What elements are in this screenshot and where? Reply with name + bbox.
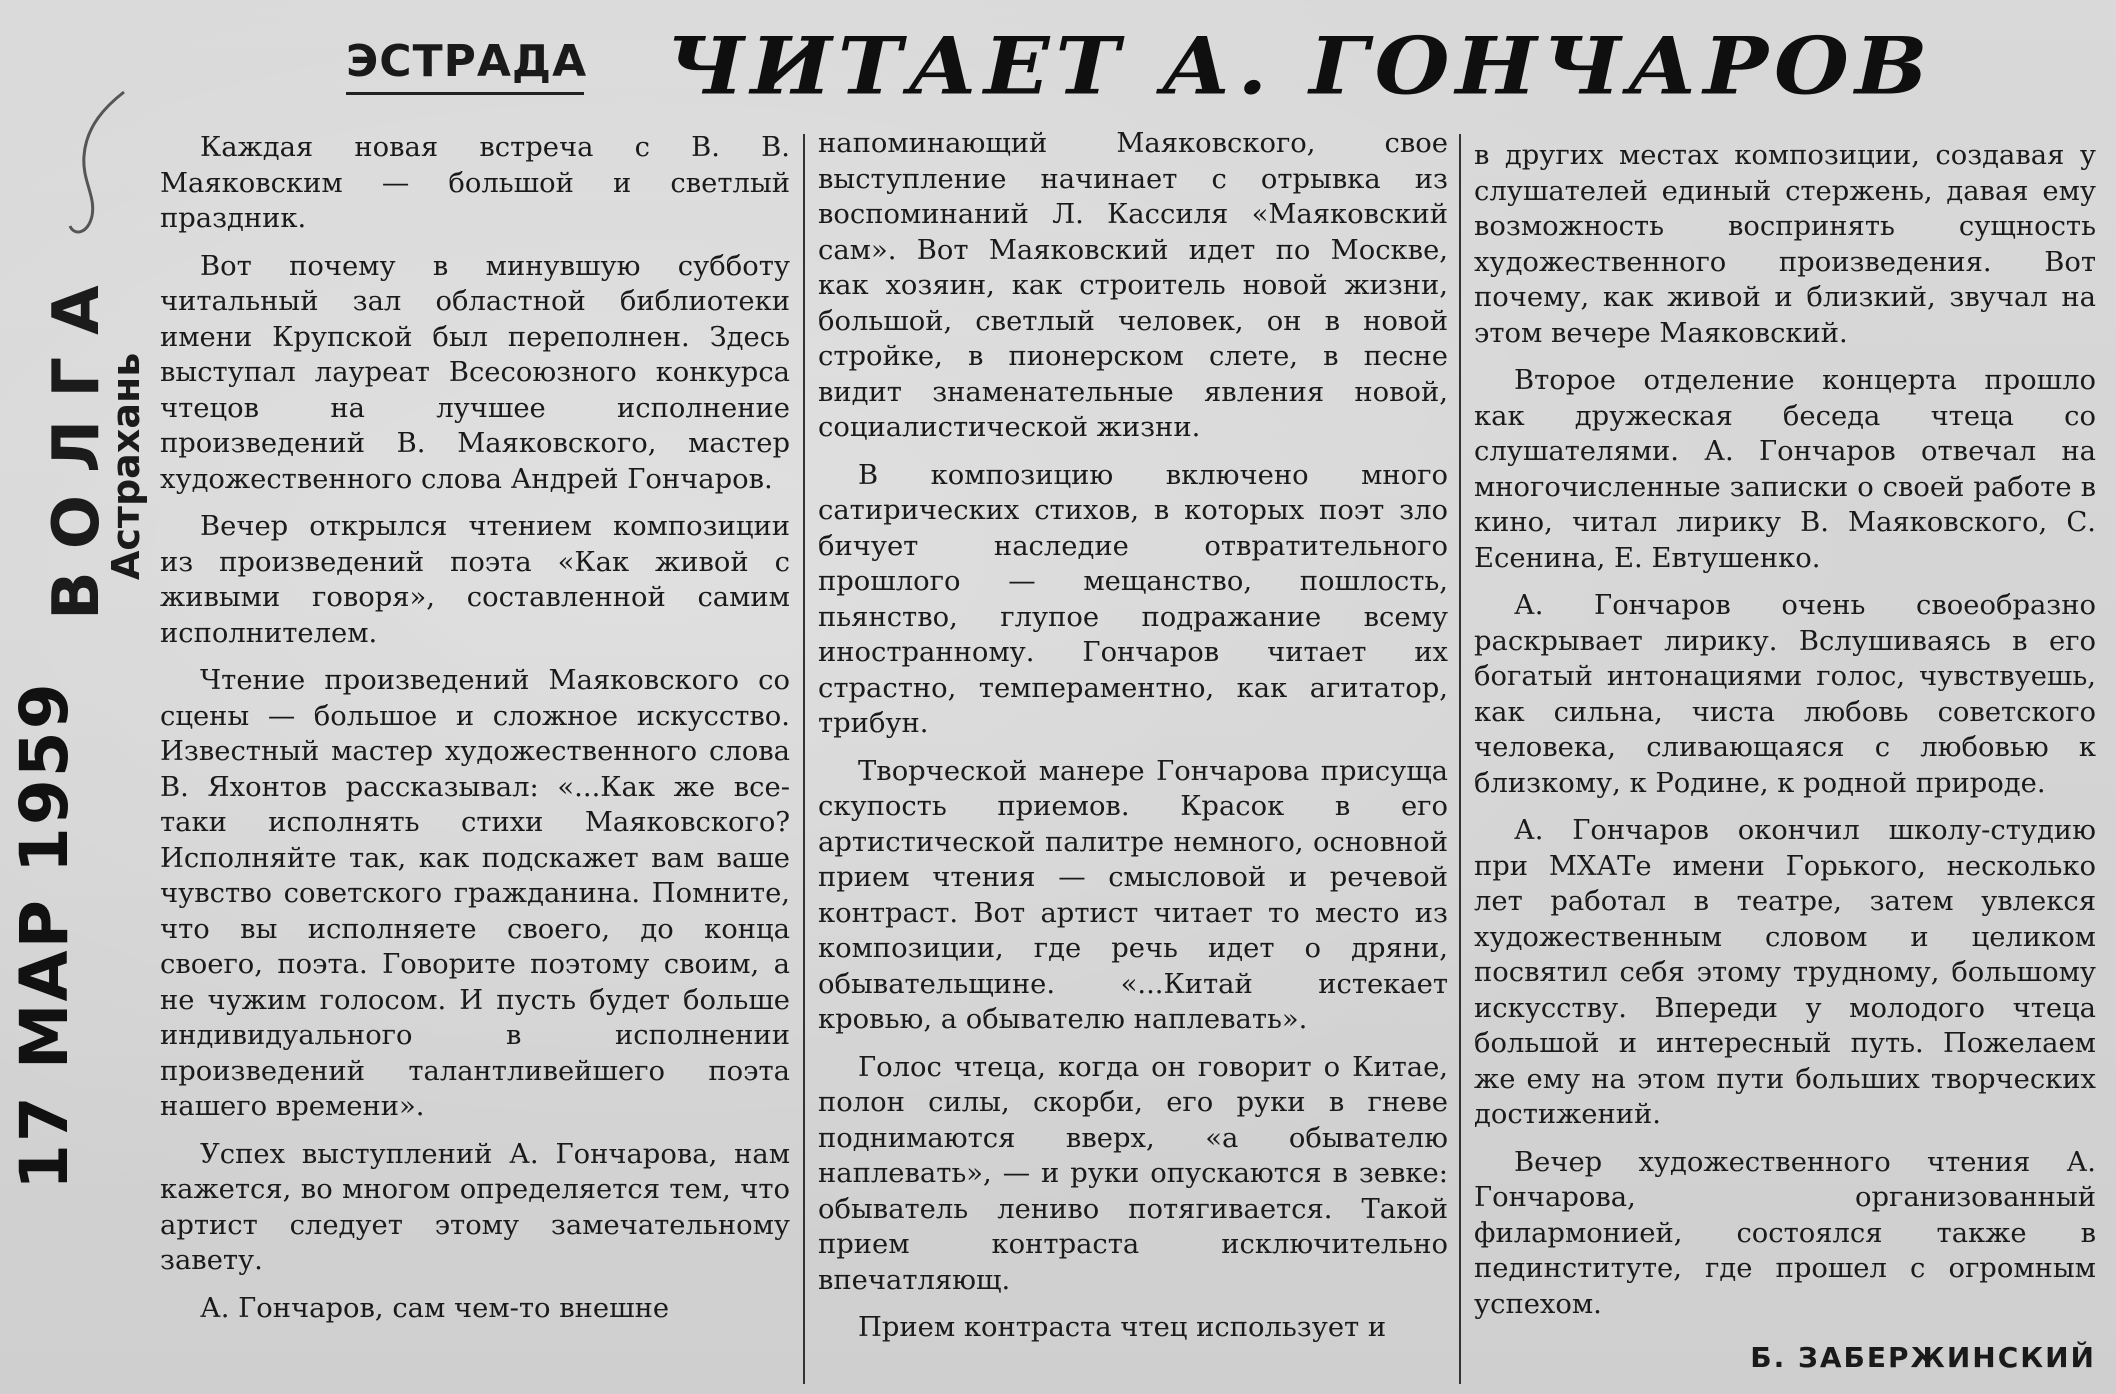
paragraph: Вечер художественного чтения А. Гончарова, организованный филармонией, состоялся также в пединституте, где прошел с огромным успехом.	[1474, 1146, 2096, 1320]
paragraph: А. Гончаров, сам чем-то внешне	[200, 1292, 670, 1324]
author-signature: Б. ЗАБЕРЖИНСКИЙ	[1750, 1341, 2096, 1374]
paragraph: А. Гончаров очень своеобразно раскрывает лирику. Вслушиваясь в его богатый интонациями голос, чувствуешь, как сильна, чиста любовь советского человека, сливающаяся с любовью к близкому, к Родине, к родной природе.	[1474, 590, 2096, 799]
paragraph: в других местах композиции, создавая у слушателей единый стержень, давая ему возможность воспринять сущность художественного произведения. Вот почему, как живой и близкий, звучал на этом вечере Маяковский.	[1474, 140, 2096, 349]
paragraph: Чтение произведений Маяковского со сцены — большое и сложное искусство. Известный мастер художественного слова В. Яхонтов рассказывал: «...Как же все-таки исполнять стихи Маяковского? Исполняйте так, как подскажет вам ваше чувство советского гражданина. Помните, что вы исполняете своего, до конца своего, поэта. Говорите поэтому своим, а не чужим голосом. И пусть будет больше индивидуального в исполнении произведений талантливейшего поэта нашего времени».	[160, 665, 790, 1122]
paragraph: Каждая новая встреча с В. В. Маяковским — большой и светлый праздник.	[160, 132, 790, 234]
stamp-city: Астрахань	[104, 352, 148, 580]
paragraph: Вот почему в минувшую субботу читальный зал областной библиотеки имени Крупской был переполнен. Здесь выступал лауреат Всесоюзного конкурса чтецов на лучшее исполнение произведений В. Маяковского, мастер художественного слова Андрей Гончаров.	[160, 250, 790, 495]
stamp-date: 17 МАР 1959	[6, 681, 83, 1190]
paragraph: А. Гончаров окончил школу-студию при МХАТе имени Горького, несколько лет работал в театре, затем увлекся художественным словом и целиком посвятил себя этому трудному, большому искусству. Впереди у молодого чтеца большой и интересный путь. Пожелаем же ему на этом пути больших творческих достижений.	[1474, 815, 2096, 1130]
paragraph: Голос чтеца, когда он говорит о Китае, полон силы, скорби, его руки в гневе поднимаются вверх, «а обывателю наплевать», — и руки опускаются в зевке: обыватель лениво потягивается. Такой прием контраста исключительно впечатляющ.	[818, 1051, 1448, 1296]
paragraph: Вечер открылся чтением композиции из произведений поэта «Как живой с живыми говоря», составленной самим исполнителем.	[160, 511, 790, 649]
rubric-label: ЭСТРАДА	[346, 36, 588, 87]
paragraph: Второе отделение концерта прошло как дружеская беседа чтеца со слушателями. А. Гончаров отвечал на многочисленные записки о своей работе в кино, читал лирику В. Маяковского, С. Есенина, Е. Евтушенко.	[1474, 365, 2096, 574]
article-column-2	[818, 126, 1448, 1358]
stamp-newspaper-name: ВОЛГА	[40, 263, 114, 620]
column-divider	[803, 134, 805, 1384]
paragraph: В композицию включено много сатирических стихов, в которых поэт зло бичует наследие отвратительного прошлого — мещанство, пошлость, пьянство, глупое подражание всему иностранному. Гончаров читает их страстно, темпераментно, как агитатор, трибун.	[818, 459, 1448, 739]
paragraph: напоминающий Маяковского, свое выступление начинает с отрывка из воспоминаний Л. Кассиля «Маяковский сам». Вот Маяковский идет по Москве, как хозяин, как строитель новой жизни, большой, светлый человек, он в новой стройке, в пионерском слете, в песне видит знаменательные явления новой, социалистической жизни.	[818, 128, 1448, 443]
paragraph: Творческой манере Гончарова присуща скупость приемов. Красок в его артистической палитре немного, основной прием чтения — смысловой и речевой контраст. Вот артист читает то место из композиции, где речь идет о дряни, обывательщине. «...Китай истекает кровью, а обывателю наплевать».	[818, 755, 1448, 1035]
rubric-underline	[346, 92, 584, 95]
pencil-mark-icon	[66, 86, 136, 246]
headline: ЧИТАЕТ А. ГОНЧАРОВ	[666, 20, 1934, 113]
column-divider	[1459, 134, 1461, 1384]
paragraph: Успех выступлений А. Гончарова, нам кажется, во многом определяется тем, что артист следует этому замечательному завету.	[160, 1138, 790, 1276]
article-column-3	[1474, 138, 2096, 1376]
article-column-1	[160, 130, 790, 1338]
paragraph: Прием контраста чтец использует и	[858, 1312, 1387, 1343]
